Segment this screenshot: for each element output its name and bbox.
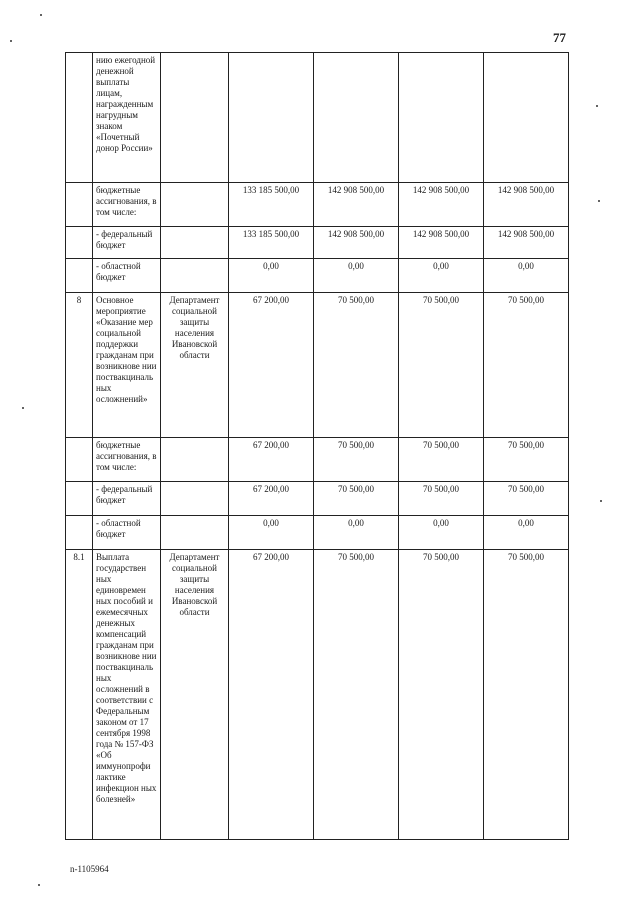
row-executor <box>161 438 229 482</box>
row-number <box>66 482 93 516</box>
value-cell: 142 908 500,00 <box>484 183 569 227</box>
scan-speck <box>598 200 600 202</box>
value-cell: 67 200,00 <box>229 482 314 516</box>
value-cell: 70 500,00 <box>399 550 484 840</box>
value-cell: 0,00 <box>229 516 314 550</box>
value-cell <box>484 53 569 183</box>
scan-speck <box>10 40 12 42</box>
row-number: 8 <box>66 293 93 438</box>
value-cell: 67 200,00 <box>229 550 314 840</box>
value-cell: 0,00 <box>399 516 484 550</box>
scan-speck <box>600 500 602 502</box>
value-cell: 70 500,00 <box>399 482 484 516</box>
value-cell: 0,00 <box>314 259 399 293</box>
row-executor <box>161 259 229 293</box>
value-cell <box>229 53 314 183</box>
value-cell: 0,00 <box>314 516 399 550</box>
row-executor: Департамент социальной защиты населения Ивановской области <box>161 293 229 438</box>
value-cell: 70 500,00 <box>399 438 484 482</box>
value-cell: 0,00 <box>484 516 569 550</box>
value-cell: 142 908 500,00 <box>399 227 484 259</box>
value-cell: 142 908 500,00 <box>314 227 399 259</box>
table-row <box>66 550 569 840</box>
row-number: 8.1 <box>66 550 93 840</box>
row-name: - областной бюджет <box>93 516 161 550</box>
scan-speck <box>596 105 598 107</box>
row-number <box>66 259 93 293</box>
value-cell: 142 908 500,00 <box>399 183 484 227</box>
row-executor <box>161 516 229 550</box>
row-name: бюджетные ассигнования, в том числе: <box>93 183 161 227</box>
row-number <box>66 227 93 259</box>
value-cell: 142 908 500,00 <box>314 183 399 227</box>
value-cell: 70 500,00 <box>314 293 399 438</box>
value-cell: 70 500,00 <box>399 293 484 438</box>
value-cell: 142 908 500,00 <box>484 227 569 259</box>
value-cell: 70 500,00 <box>484 293 569 438</box>
row-number <box>66 516 93 550</box>
table-row <box>66 227 569 259</box>
row-name: - областной бюджет <box>93 259 161 293</box>
page-number: 77 <box>553 30 566 45</box>
value-cell <box>399 53 484 183</box>
table-row <box>66 293 569 438</box>
value-cell: 70 500,00 <box>484 550 569 840</box>
scan-speck <box>40 14 42 16</box>
table-row <box>66 516 569 550</box>
row-executor: Департамент социальной защиты населения Ивановской области <box>161 550 229 840</box>
scan-speck <box>38 884 40 886</box>
table-row <box>66 183 569 227</box>
value-cell: 67 200,00 <box>229 438 314 482</box>
value-cell: 133 185 500,00 <box>229 183 314 227</box>
value-cell: 67 200,00 <box>229 293 314 438</box>
row-executor <box>161 482 229 516</box>
row-name: бюджетные ассигнования, в том числе: <box>93 438 161 482</box>
row-number <box>66 183 93 227</box>
table-row <box>66 259 569 293</box>
row-number <box>66 438 93 482</box>
row-name: - федеральный бюджет <box>93 227 161 259</box>
value-cell: 133 185 500,00 <box>229 227 314 259</box>
budget-table <box>65 52 569 840</box>
table-row <box>66 53 569 183</box>
value-cell: 0,00 <box>229 259 314 293</box>
value-cell: 70 500,00 <box>484 438 569 482</box>
row-executor <box>161 227 229 259</box>
document-code: n-1105964 <box>70 864 109 874</box>
value-cell: 70 500,00 <box>314 438 399 482</box>
value-cell: 70 500,00 <box>314 482 399 516</box>
row-executor <box>161 183 229 227</box>
row-name: - федеральный бюджет <box>93 482 161 516</box>
scan-speck <box>22 407 24 409</box>
row-name: Основное мероприятие «Оказание мер социальной поддержки гражданам при возникнове нии поствакциналь ных осложнений» <box>93 293 161 438</box>
table-row <box>66 438 569 482</box>
row-number <box>66 53 93 183</box>
value-cell: 0,00 <box>399 259 484 293</box>
table-row <box>66 482 569 516</box>
value-cell: 0,00 <box>484 259 569 293</box>
row-name: Выплата государствен ных единовремен ных пособий и ежемесячных денежных компенсаций гражданам при возникнове нии поствакциналь ных осложнений в соответствии с Федеральным законом от 17 сентября 1998 года № 157-ФЗ «Об иммунопрофи лактике инфекцион ных болезней» <box>93 550 161 840</box>
value-cell <box>314 53 399 183</box>
row-executor <box>161 53 229 183</box>
value-cell: 70 500,00 <box>314 550 399 840</box>
value-cell: 70 500,00 <box>484 482 569 516</box>
row-name: нию ежегодной денежной выплаты лицам, награжденным нагрудным знаком «Почетный донор России» <box>93 53 161 183</box>
